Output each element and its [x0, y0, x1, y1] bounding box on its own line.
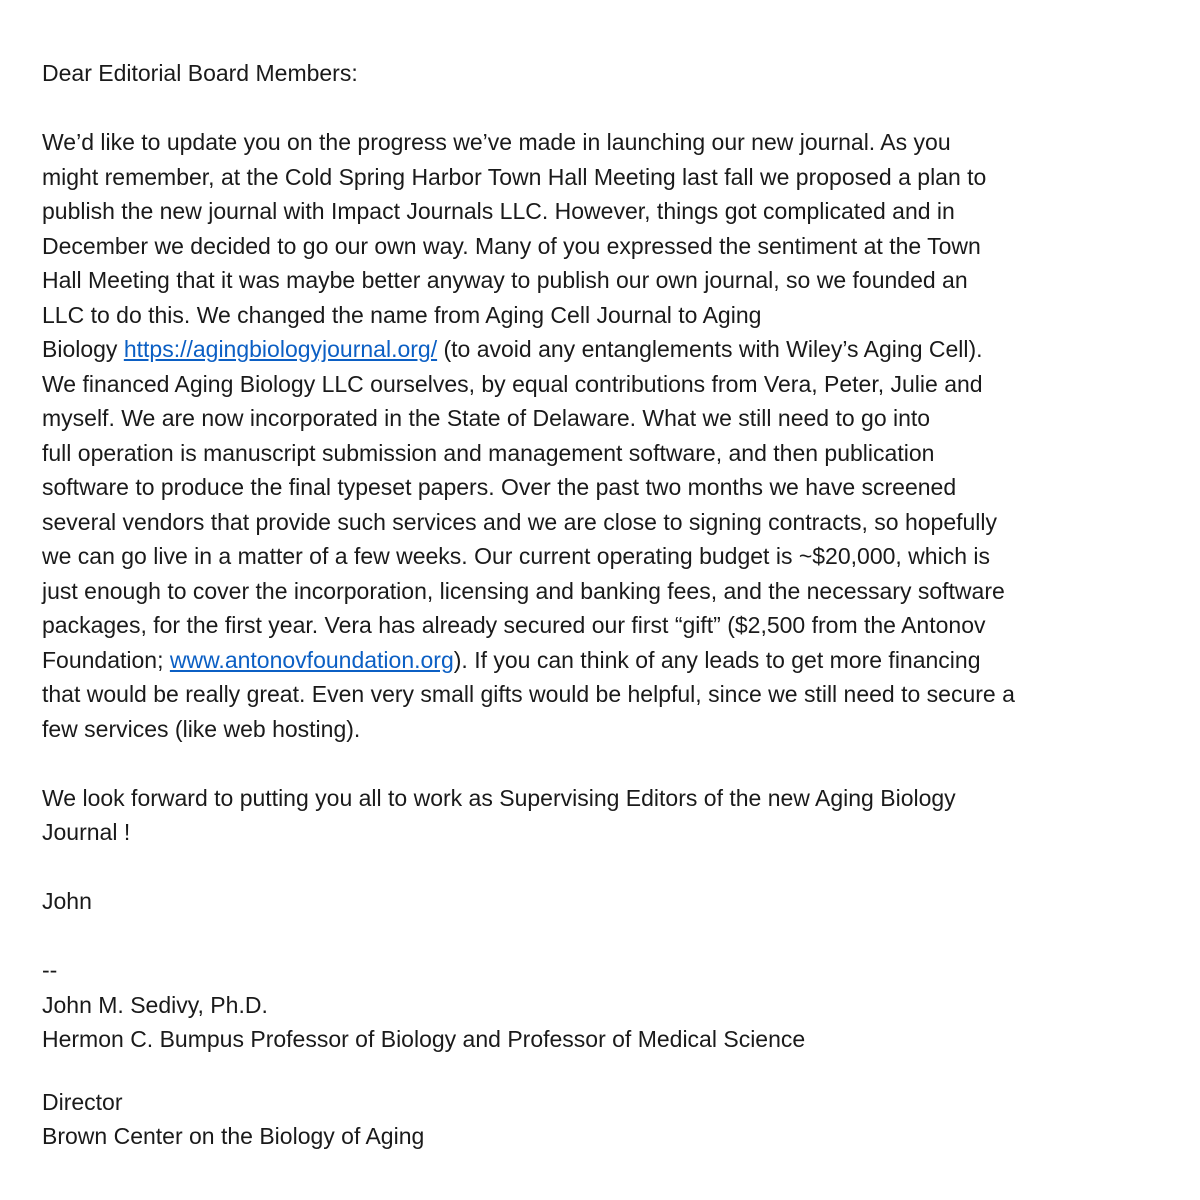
body-line: might remember, at the Cold Spring Harbor Town Hall Meeting last fall we proposed a plan to: [42, 163, 987, 190]
body-line: publish the new journal with Impact Journals LLC. However, things got complicated and in: [42, 198, 955, 224]
letter: [42, 56, 1172, 1154]
body-text: ). If you can think of any leads to get more financing: [453, 646, 981, 673]
spacer: [42, 1057, 1172, 1085]
spacer: [42, 919, 1172, 954]
body-line: software to produce the final typeset papers. Over the past two months we have screened: [42, 474, 957, 500]
body-line-with-link: [42, 332, 1172, 367]
body-line: several vendors that provide such services and we are close to signing contracts, so hopefully: [42, 508, 998, 535]
body-line: We’d like to update you on the progress we’ve made in launching our new journal. As you: [42, 129, 951, 155]
signature-title: Hermon C. Bumpus Professor of Biology and Professor of Medical Science: [42, 1026, 806, 1052]
body-line: we can go live in a matter of a few weeks. Our current operating budget is ~$20,000, which is: [42, 543, 990, 569]
signoff: John: [42, 888, 92, 914]
body-line-with-link: [42, 643, 1172, 678]
spacer: [42, 746, 1172, 781]
signature-block: [42, 953, 1172, 1154]
body-text: Foundation;: [42, 646, 170, 673]
body-line: few services (like web hosting).: [42, 715, 361, 742]
body-line: just enough to cover the incorporation, licensing and banking fees, and the necessary software: [42, 577, 1005, 604]
body-line: full operation is manuscript submission and management software, and then publication: [42, 439, 935, 466]
signature-separator: --: [42, 957, 58, 983]
body-text: (to avoid any entanglements with Wiley’s Aging Cell).: [437, 336, 983, 362]
body-line: December we decided to go our own way. Many of you expressed the sentiment at the Town: [42, 232, 981, 259]
body-line: LLC to do this. We changed the name from Aging Cell Journal to Aging: [42, 301, 762, 328]
body-line: Hall Meeting that it was maybe better anyway to publish our own journal, so we founded an: [42, 267, 968, 293]
closing-line: Journal !: [42, 819, 131, 845]
body-paragraph: [42, 125, 1172, 746]
spacer: [42, 91, 1172, 126]
aging-biology-journal-link[interactable]: https://agingbiologyjournal.org/: [123, 336, 438, 362]
greeting: Dear Editorial Board Members:: [42, 60, 358, 86]
signature-center: Brown Center on the Biology of Aging: [42, 1123, 425, 1149]
spacer: [42, 850, 1172, 885]
body-text: Biology: [42, 336, 124, 362]
body-line: myself. We are now incorporated in the State of Delaware. What we still need to go into: [42, 405, 931, 431]
body-line: We financed Aging Biology LLC ourselves, by equal contributions from Vera, Peter, Julie and: [42, 370, 983, 397]
signature-name: John M. Sedivy, Ph.D.: [42, 991, 268, 1018]
signature-role: Director: [42, 1088, 123, 1115]
body-line: packages, for the first year. Vera has already secured our first “gift” ($2,500 from the Antonov: [42, 612, 986, 638]
closing-line: We look forward to putting you all to work as Supervising Editors of the new Aging Biology: [42, 784, 956, 811]
closing-paragraph: [42, 781, 1172, 850]
body-line: that would be really great. Even very small gifts would be helpful, since we still need to secure a: [42, 681, 1015, 707]
antonov-foundation-link[interactable]: www.antonovfoundation.org: [169, 646, 454, 673]
